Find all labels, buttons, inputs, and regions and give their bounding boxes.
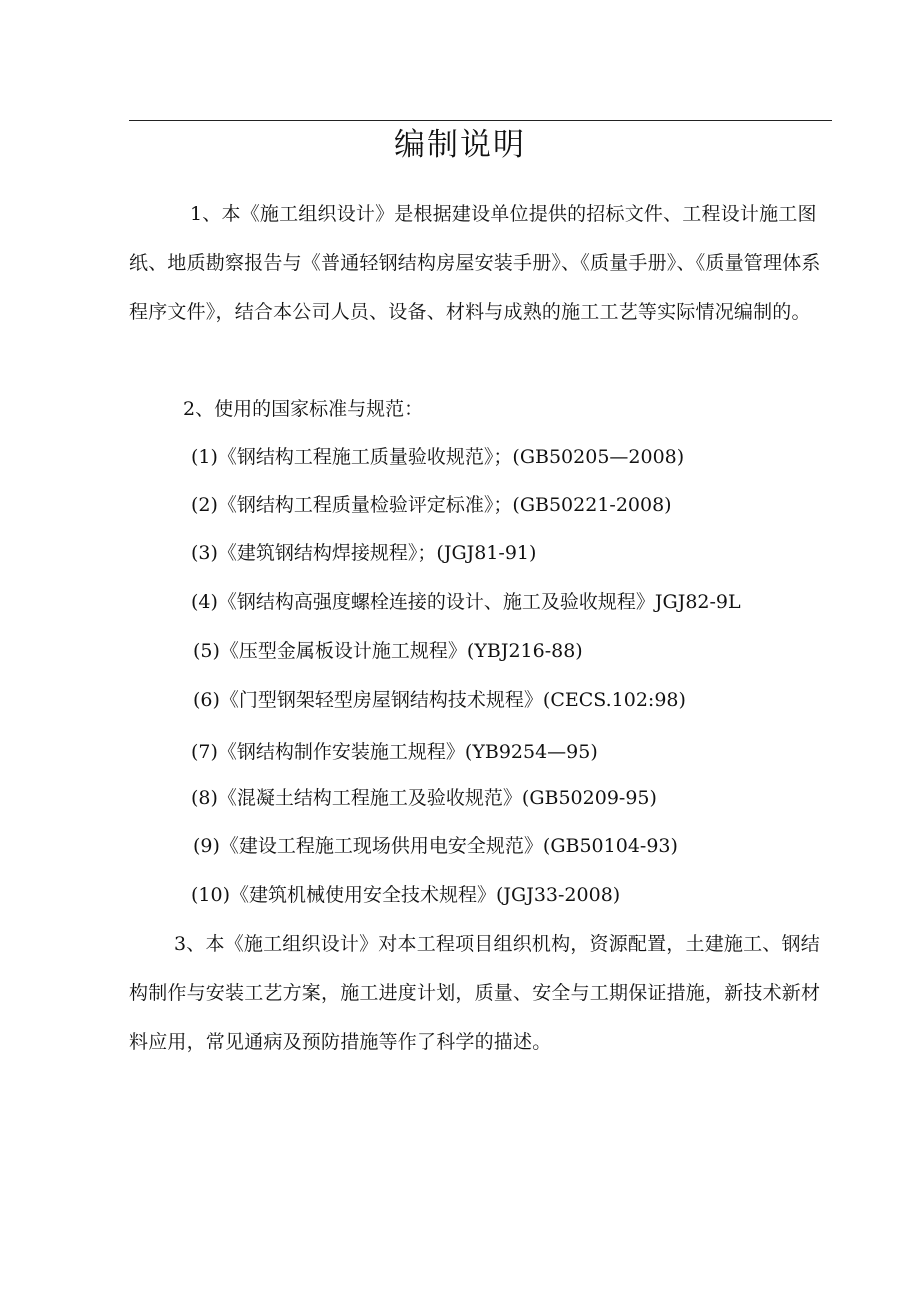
paragraph-3: 3、本《施工组织设计》对本工程项目组织机构，资源配置，土建施工、钢结构制作与安装工艺方案，施工进度计划，质量、安全与工期保证措施，新技术新材料应用，常见通病及预防措施等作了科学的描述。: [129, 933, 821, 1053]
paragraph-1: 1、本《施工组织设计》是根据建设单位提供的招标文件、工程设计施工图纸、地质勘察报告与《普通轻钢结构房屋安装手册》、《质量手册》、《质量管理体系程序文件》，结合本公司人员、设备、材料与成熟的施工工艺等实际情况编制的。: [129, 203, 821, 323]
standard-item-4: (4)《钢结构高强度螺栓连接的设计、施工及验收规程》JGJ82-9L: [191, 591, 741, 613]
standard-item-3: (3)《建筑钢结构焊接规程》；(JGJ81-91): [191, 542, 537, 564]
standard-item-8: (8)《混凝土结构工程施工及验收规范》(GB50209-95): [191, 787, 657, 809]
standard-item-9: (9)《建设工程施工现场供用电安全规范》(GB50104-93): [193, 835, 678, 857]
standards-heading: 2、使用的国家标准与规范：: [183, 398, 424, 420]
header-rule: [129, 120, 832, 121]
page-title: 编制说明: [394, 127, 526, 163]
standard-item-10: (10)《建筑机械使用安全技术规程》(JGJ33-2008): [191, 884, 621, 906]
standard-item-6: (6)《门型钢架轻型房屋钢结构技术规程》(CECS.102:98): [193, 689, 686, 711]
standard-item-5: (5)《压型金属板设计施工规程》(YBJ216-88): [193, 640, 583, 662]
standard-item-1: (1)《钢结构工程施工质量验收规范》；(GB50205—2008): [191, 446, 685, 468]
standard-item-7: (7)《钢结构制作安装施工规程》(YB9254—95): [191, 741, 598, 763]
standard-item-2: (2)《钢结构工程质量检验评定标准》；(GB50221-2008): [191, 494, 672, 516]
